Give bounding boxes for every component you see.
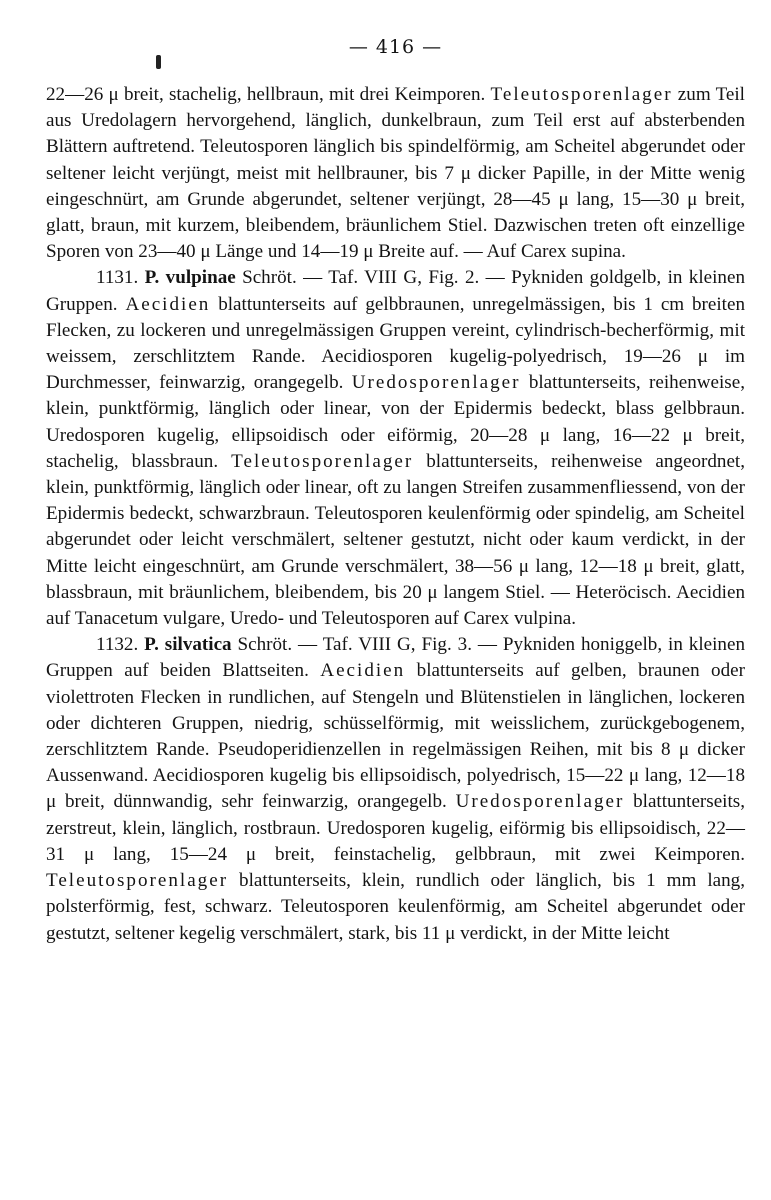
text-run: 22—26 μ breit, stachelig, hellbraun, mit drei Keimporen. [46,84,491,105]
spaced-term: Uredosporenlager [351,372,521,394]
text-run: Schröt. — Taf. VIII G, Fig. 3. — Pykniden honiggelb, in kleinen Gruppen auf beiden Blattseiten. [46,634,745,682]
text-run: blattunterseits, reihenweise, klein, punktförmig, länglich oder linear, von der Epidermis bedeckt, blass gelbbraun. Uredosporen kugelig, ellipsoidisch oder eiförmig, 20—28 μ lang, 16—22 μ breit, stachelig, blassbraun. [46,372,745,472]
spaced-term: Teleutosporenlager [231,450,414,472]
text-run: blattunterseits, zerstreut, klein, länglich, rostbraun. Uredosporen kugelig, eiförmig bis ellipsoidisch, 22—31 μ lang, 15—24 μ breit, feinstachelig, gelbbraun, mit zwei Keimporen. [46,791,745,865]
entry-number: 1132. [96,634,145,656]
species-name: P. silvatica [144,634,232,656]
continuation-paragraph [46,82,745,265]
spaced-term: Aecidien [320,660,406,682]
entry-number: 1131. [96,267,145,289]
text-run: blattunterseits auf gelben, braunen oder violettroten Flecken in rundlichen, auf Stengeln und Blütenstielen in länglichen, lockeren oder dichteren Gruppen, niedrig, schüsselförmig, mit weisslichem, zurückgebogenem, zerschlitztem Rande. Pseudoperidienzellen in regelmässigen Reihen, mit bis 8 μ dicker Aussenwand. Aecidiosporen kugelig bis ellipsoidisch, polyedrisch, 15—22 μ lang, 12—18 μ breit, dünnwandig, sehr feinwarzig, orangegelb. [46,660,745,813]
page-body [46,82,745,947]
text-run: zum Teil aus Uredolagern hervorgehend, länglich, dunkelbraun, zum Teil erst auf absterbenden Blättern auftretend. Teleutosporen länglich bis spindelförmig, am Scheitel abgerundet oder seltener leicht verjüngt, meist mit hellbrauner, bis 7 μ dicker Papille, in der Mitte wenig eingeschnürt, am Grunde abgerundet, seltener verjüngt, 28—45 μ lang, 15—30 μ breit, glatt, braun, mit kurzem, bleibendem, bräunlichem Stiel. Dazwischen treten oft einzellige Sporen von 23—40 μ Länge und 14—19 μ Breite auf. — Auf Carex supina. [46,84,745,263]
page-number: — 416 — [348,36,443,58]
text-run: blattunterseits auf gelbbraunen, unregelmässigen, bis 1 cm breiten Flecken, zu lockeren und unregelmässigen Gruppen vereint, cylindrisch-becherförmig, mit weissem, zerschlitztem Rande. Aecidiosporen kugelig-polyedrisch, 19—26 μ im Durchmesser, feinwarzig, orangegelb. [46,293,746,394]
spaced-term: Teleutosporenlager [46,870,229,892]
spaced-term: Uredosporenlager [455,791,625,813]
species-entry-1131 [46,265,745,632]
text-run: blattunterseits, reihenweise angeordnet, klein, punktförmig, länglich oder linear, oft zu langen Streifen zusammenfliessend, von der Epidermis bedeckt, schwarzbraun. Teleutosporen keulenförmig oder spindelig, am Scheitel abgerundet oder leicht verschmälert, seltener gestutzt, nicht oder kaum verdickt, in der Mitte leicht eingeschnürt, am Grunde verschmälert, 38—56 μ lang, 12—18 μ breit, glatt, blassbraun, mit bräunlichem, bleibendem, bis 20 μ langem Stiel. — Heteröcisch. Aecidien auf Tanacetum vulgare, Uredo- und Teleutosporen auf Carex vulpina. [46,450,745,630]
text-run: blattunterseits, klein, rundlich oder länglich, bis 1 mm lang, polsterförmig, fest, schwarz. Teleutosporen keulenförmig, am Scheitel abgerundet oder gestutzt, seltener kegelig verschmälert, stark, bis 11 μ verdickt, in der Mitte leicht [46,870,745,944]
species-name: P. vulpinae [144,267,236,289]
ink-speck [156,55,161,69]
spaced-term: Teleutosporenlager [490,84,673,105]
species-entry-1132 [46,632,745,946]
spaced-term: Aecidien [125,293,211,315]
text-run: Schröt. — Taf. VIII G, Fig. 2. — Pykniden goldgelb, in kleinen Gruppen. [46,267,745,315]
